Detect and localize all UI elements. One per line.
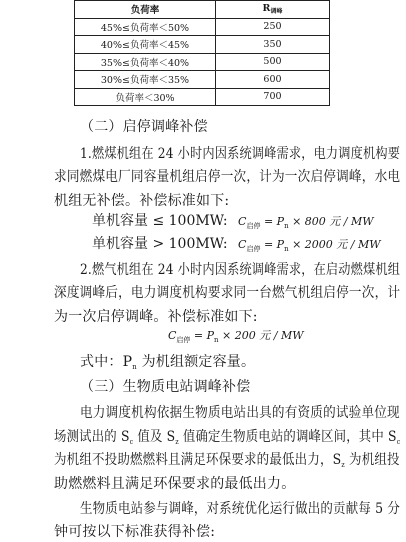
paragraph-line xyxy=(54,449,400,469)
note-tail: 为机组额定容量。 xyxy=(136,354,256,371)
formula-large-unit xyxy=(92,233,381,254)
paragraph-line: 1.燃煤机组在 24 小时内因系统调峰需求，电力调度机构要 xyxy=(80,145,401,162)
formula-eq-p: = P xyxy=(260,214,285,228)
formula-condition: 单机容量 > 100MW: xyxy=(92,236,228,253)
formula-small-unit xyxy=(92,210,374,231)
peak-rate-table xyxy=(74,0,330,106)
table-row xyxy=(75,71,330,89)
formula-n-sub: n xyxy=(284,245,289,254)
table-cell-value: 350 xyxy=(216,36,330,54)
formula-tail: × 800 元 / MW xyxy=(288,214,374,228)
table-cell-range: 负荷率＜30% xyxy=(75,88,216,106)
table-row xyxy=(75,18,330,36)
r-symbol: R xyxy=(262,3,271,15)
table-header-load-rate: 负荷率 xyxy=(75,1,216,19)
formula-c-sub: 启停 xyxy=(176,335,191,344)
paragraph-line: 电力调度机构依据生物质电站出具的有资质的试验单位现 xyxy=(80,405,400,422)
text-span: 场测试出的 S xyxy=(54,428,130,445)
table-cell-value: 700 xyxy=(216,88,330,106)
formula-c: C xyxy=(238,214,247,228)
table-cell-value: 600 xyxy=(216,71,330,89)
paragraph-line: 为一次启停调峰。补偿标准如下: xyxy=(54,308,258,325)
formula-condition: 单机容量 ≤ 100MW: xyxy=(92,212,228,229)
table-cell-range: 30%≤负荷率＜35% xyxy=(75,71,216,89)
subscript: z xyxy=(341,461,345,470)
subscript: c xyxy=(129,437,134,446)
formula-c: C xyxy=(238,238,247,252)
table-cell-range: 45%≤负荷率＜50% xyxy=(75,18,216,36)
text-span: 为机组投 xyxy=(344,452,400,469)
subscript: c xyxy=(396,437,401,446)
paragraph-line: 求同燃煤电厂同容量机组启停一次，计为一次启停调峰，水电 xyxy=(54,169,401,186)
formula-note xyxy=(80,351,255,371)
formula-eq-p: = P xyxy=(190,328,215,342)
paragraph-line: 助燃燃料且满足环保要求的最低出力。 xyxy=(54,475,296,492)
formula-n-sub: n xyxy=(214,335,219,344)
formula-c: C xyxy=(168,328,177,342)
formula-tail: × 2000 元 / MW xyxy=(288,238,381,252)
table-cell-range: 35%≤负荷率＜40% xyxy=(75,53,216,71)
table-header-row xyxy=(75,1,330,19)
formula-gas-unit xyxy=(168,327,304,345)
text-span: 值确定生物质电站的调峰区间，其中 S xyxy=(178,428,397,445)
note-text: 式中：P xyxy=(80,354,133,371)
paragraph-line: 深度调峰后，电力调度机构要求同一台燃气机组启停一次，计 xyxy=(54,285,401,302)
note-subscript: n xyxy=(132,363,137,372)
formula-tail: × 200 元 / MW xyxy=(218,328,304,342)
text-span: 为机组不投助燃燃料且满足环保要求的最低出力，S xyxy=(54,452,342,469)
formula-c-sub: 启停 xyxy=(246,221,261,230)
r-subscript: 调峰 xyxy=(270,8,283,16)
table-cell-range: 40%≤负荷率＜45% xyxy=(75,36,216,54)
table-cell-value: 250 xyxy=(216,18,330,36)
paragraph-line: 钟可按以下标准获得补偿: xyxy=(54,524,216,541)
table-cell-value: 500 xyxy=(216,53,330,71)
section-heading-start-stop: （二）启停调峰补偿 xyxy=(80,119,208,136)
table-row xyxy=(75,88,330,106)
text-span: 值及 S xyxy=(133,428,176,445)
subscript: z xyxy=(175,437,179,446)
section-heading-biomass: （三）生物质电站调峰补偿 xyxy=(80,378,251,395)
formula-c-sub: 启停 xyxy=(246,245,261,254)
table-row xyxy=(75,53,330,71)
paragraph-line: 2.燃气机组在 24 小时内因系统调峰需求，在启动燃煤机组 xyxy=(80,261,401,278)
formula-n-sub: n xyxy=(284,221,289,230)
paragraph-line: 生物质电站参与调峰，对系统优化运行做出的贡献每 5 分 xyxy=(80,500,401,517)
formula-eq-p: = P xyxy=(260,238,285,252)
table-header-r xyxy=(216,1,330,19)
table-row xyxy=(75,36,330,54)
paragraph-line: 机组无补偿。补偿标准如下: xyxy=(54,192,230,209)
paragraph-line xyxy=(54,426,400,446)
